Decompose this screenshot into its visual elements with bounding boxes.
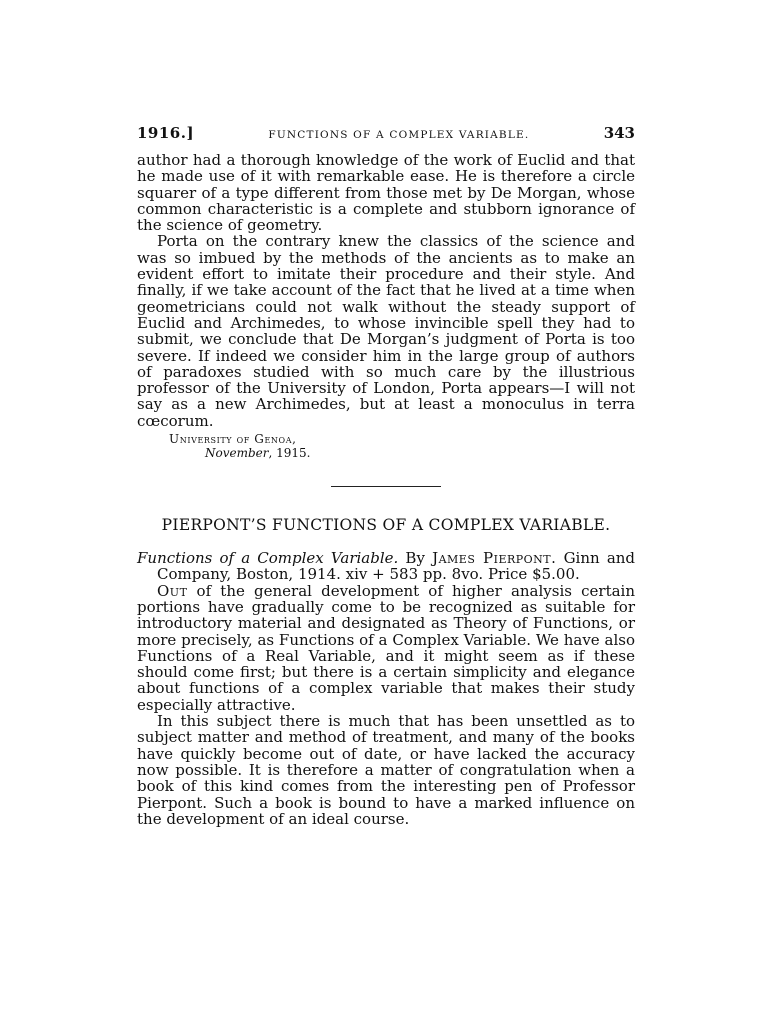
book-citation [137,550,635,583]
page-number: 343 [603,124,635,142]
review-title: PIERPONT’S FUNCTIONS OF A COMPLEX VARIABLE. [161,516,611,535]
signature [137,432,635,460]
review-paragraph-2: In this subject there is much that has been unsettled as to subject matter and method of treatment, and many of the books have quickly become out of date, or have lacked the accuracy now possible. It is therefore a matter of congratulation when a book of this kind comes from the interesting pen of Professor Pierpont. Such a book is bound to have a marked influence on the development of an ideal course. [137,712,635,828]
running-head [137,124,635,142]
section-divider [331,486,441,487]
citation-by: By [398,549,433,568]
running-title: FUNCTIONS OF A COMPLEX VARIABLE. [268,129,530,141]
page [137,124,635,827]
book-title: Functions of a Complex Variable. [137,549,399,568]
signature-date [137,446,635,460]
book-author: James Pierpont. [432,549,557,568]
review-first-word: Out [157,581,188,600]
signature-affiliation: University of Genoa, [169,432,297,447]
paragraph-continued: author had a thorough knowledge of the work of Euclid and that he made use of it with remarkable ease. He is therefore a circle squarer of a type different from those met by De Morgan, whose common characteristic is a complete and stubborn ignorance of the science of geometry. [137,151,635,235]
review-paragraph-1 [137,583,635,713]
book-details: Ginn and Company, Boston, 1914. xiv + 583 pp. 8vo. Price $5.00. [157,549,636,584]
review-paragraph-1-text: of the general development of higher analysis certain portions have gradually come to be recognized as suitable for introductory material and designated as Theory of Functions, or more precisely, as Functions of a Complex Variable. We have also Functions of a Real Variable, and it might seem as if these should come first; but there is a certain simplicity and elegance about functions of a complex variable that makes their study especially attractive. [137,581,635,714]
signature-year: , 1915. [268,446,311,461]
paragraph-porta: Porta on the contrary knew the classics of the science and was so imbued by the methods of the ancients as to make an evident effort to imitate their procedure and their style. And finally, if we take account of the fact that he lived at a time when geometricians could not walk without the steady support of Euclid and Archimedes, to whose invincible spell they had to submit, we conclude that De Morgan’s judgment of Porta is too severe. If indeed we consider him in the large group of authors of paradoxes studied with so much care by the illustrious professor of the University of London, Porta appears—I will not say as a new Archimedes, but at least a monoculus in terra cœcorum. [137,232,635,430]
signature-month: November [205,446,269,461]
volume-year: 1916.] [137,124,195,142]
